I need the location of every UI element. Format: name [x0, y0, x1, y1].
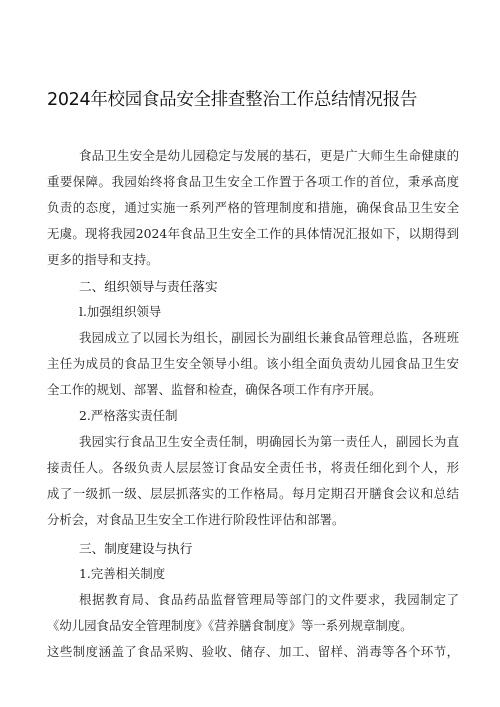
sub3-line-3: 这些制度涵盖了食品采购、验收、储存、加工、留样、消毒等各个环节， — [47, 644, 459, 659]
section-3-heading: 三、制度建设与执行 — [79, 541, 193, 556]
subsection-1-heading: l.加强组织领导 — [79, 304, 162, 319]
subsection-3-heading: 1.完善相关制度 — [79, 566, 166, 581]
sub2-line-4: 分析会，对食品卫生安全工作进行阶段性评估和部署。 — [47, 512, 345, 527]
document-title: 2024年校园食品安全排查整治工作总结情况报告 — [47, 90, 418, 110]
intro-line-1: 食品卫生安全是幼儿园稳定与发展的基石，更是广大师生生命健康的 — [79, 148, 459, 163]
sub2-line-1: 我园实行食品卫生安全责任制，明确园长为第一责任人，副园长为直 — [79, 434, 459, 449]
intro-line-3: 负责的态度，通过实施一系列严格的管理制度和措施，确保食品卫生安全 — [47, 200, 459, 215]
sub1-line-2: 主任为成员的食品卫生安全领导小组。该小组全面负责幼儿园食品卫生安 — [47, 356, 459, 371]
sub3-line-1: 根据教育局、食品药品监督管理局等部门的文件要求，我园制定了 — [79, 592, 459, 607]
sub2-line-3: 成了一级抓一级、层层抓落实的工作格局。每月定期召开膳食会议和总结 — [47, 486, 459, 501]
intro-line-4: 无虞。现将我园2024年食品卫生安全工作的具体情况汇报如下，以期得到 — [47, 226, 459, 241]
sub1-line-3: 全工作的规划、部署、监督和检查，确保各项工作有序开展。 — [47, 382, 382, 397]
sub3-line-2: 《幼儿园食品安全管理制度》《营养膳食制度》等一系列规章制度。 — [47, 618, 413, 633]
sub1-line-1: 我园成立了以园长为组长，副园长为副组长兼食品管理总监，各班班 — [79, 330, 459, 345]
section-2-heading: 二、组织领导与责任落实 — [79, 279, 218, 294]
sub2-line-2: 接责任人。各级负责人层层签订食品安全责任书，将责任细化到个人，形 — [47, 460, 459, 475]
intro-line-2: 重要保障。我园始终将食品卫生安全工作置于各项工作的首位，秉承高度 — [47, 174, 459, 189]
subsection-2-heading: 2.严格落实责任制 — [79, 408, 178, 423]
intro-line-5: 更多的指导和支持。 — [47, 252, 159, 267]
